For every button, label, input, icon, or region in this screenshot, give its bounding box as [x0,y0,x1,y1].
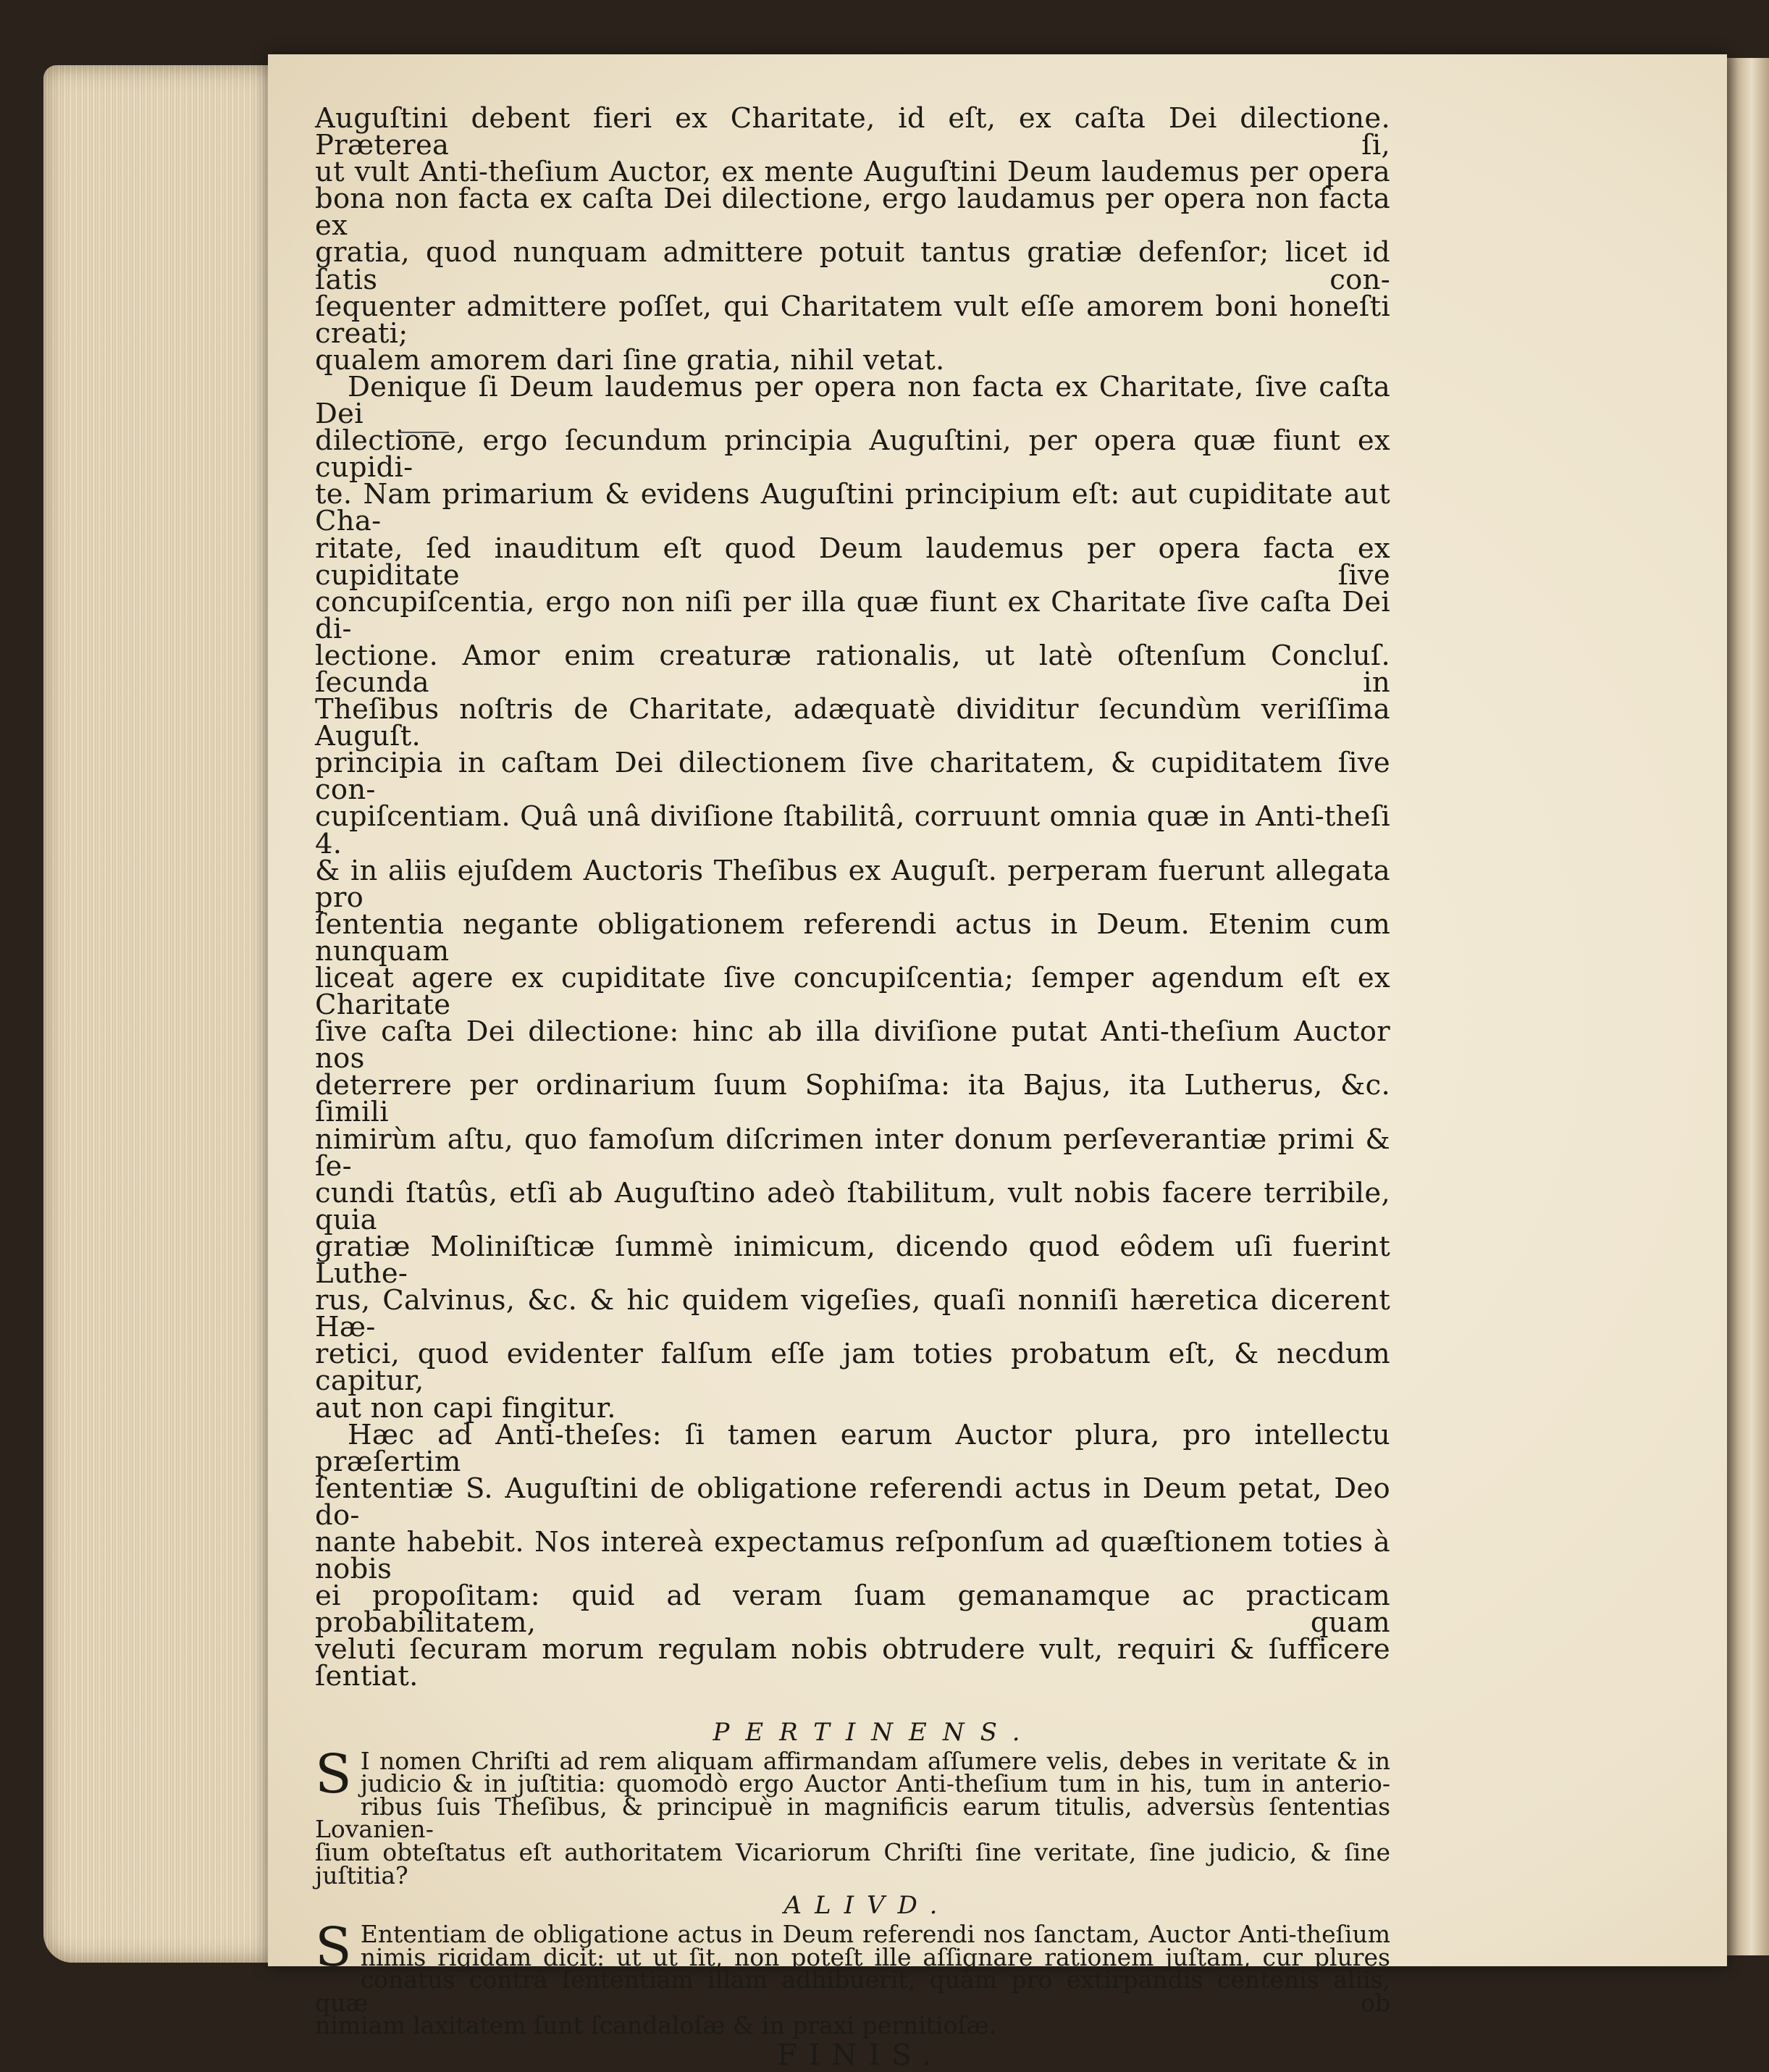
text-line: nante habebit. Nos intereà expectamus reſponſum ad quæſtionem toties à nobis [315,1525,1390,1586]
text-line: nimis rigidam dicit: ut ut ſit, non poteſt ille aſſignare rationem juſtam, cur plures [360,1942,1390,1971]
paragraph-2 [315,370,1390,1425]
text-line: judicio & in juſtitia: quomodò ergo Auctor Anti-theſium tum in his, tum in anterio- [360,1769,1390,1798]
text-line: retici, quod evidenter falſum eſſe jam toties probatum eſt, & necdum capitur, [315,1338,1390,1398]
text-line: deterrere per ordinarium ſuum Sophiſma: ita Bajus, ita Lutherus, &c. ſimili [315,1069,1390,1129]
text-line: aut non capi fingitur. [315,1391,616,1425]
drop-cap: S [315,1916,352,1979]
text-line: ſequenter admittere poſſet, qui Charitatem vult eſſe amorem boni honeſti creati; [315,290,1390,350]
page-text [315,102,1390,2072]
book-page-edges [43,65,282,1963]
text-line: Hæc ad Anti-theſes: ſi tamen earum Auctor plura, pro intellectu præſertim [315,1418,1390,1478]
text-line: liceat agere ex cupiditate ſive concupiſcentia; ſemper agendum eſt ex Charitate [315,962,1390,1022]
text-line: conatus contrà ſententiam illam adhibuerit, quàm pro extirpandis centenis aliis, quæ ob [315,1966,1390,2017]
text-line: gratia, quod nunquam admittere potuit tantus gratiæ defenſor; licet id ſatis con- [315,236,1390,296]
text-line: rus, Calvinus, &c. & hic quidem vigeſies, quaſi nonniſi hæretica dicerent Hæ- [315,1284,1390,1344]
text-line: principia in caſtam Dei dilectionem ſive charitatem, & cupiditatem ſive con- [315,747,1390,807]
text-line: ſententia negante obligationem referendi actus in Deum. Etenim cum nunquam [315,907,1390,968]
text-line: concupiſcentia, ergo non niſi per illa quæ fiunt ex Charitate ſive caſta Dei di- [315,585,1390,645]
text-line: nimiam laxitatem ſunt ſcandaloſæ & in praxi pernitioſæ. [315,2011,997,2040]
finis-heading: FINIS. [776,2039,944,2072]
text-line: ſententiæ S. Auguſtini de obligatione referendi actus in Deum petat, Deo do- [315,1472,1390,1532]
text-line: ei propoſitam: quid ad veram ſuam gemanamque ac practicam probabilitatem, quam [315,1580,1390,1640]
text-line: ritate, ſed inauditum eſt quod Deum laudemus per opera facta ex cupiditate ſive [315,532,1390,592]
section-heading-pertinens: PERTINENS. [713,1717,1036,1747]
text-line: & in aliis ejuſdem Auctoris Theſibus ex Auguſt. perperam fuerunt allegata pro [315,854,1390,914]
text-line: te. Nam primarium & evidens Auguſtini principium eſt: aut cupiditate aut Cha- [315,478,1390,538]
text-line: dilectione, ergo ſecundum principia Auguſtini, per opera quæ fiunt ex cupidi- [315,424,1390,485]
text-line: ſium obteſtatus eſt authoritatem Vicariorum Chriſti ſine veritate, ſine judicio, & ſine [315,1837,1390,1866]
text-line: ſive caſta Dei dilectione: hinc ab illa diviſione putat Anti-theſium Auctor nos [315,1015,1390,1075]
text-line: nimirùm aſtu, quo famoſum diſcrimen inter donum perſeverantiæ primi & ſe- [315,1123,1390,1183]
aliud-section [315,1916,1390,2040]
text-line: ribus ſuis Theſibus, & principuè in magnificis earum titulis, adversùs ſententias Lovanien- [315,1792,1390,1844]
book-cover-edge [1726,58,1769,1955]
text-line: qualem amorem dari ſine gratia, nihil vetat. [315,343,945,377]
text-line: Denique ſi Deum laudemus per opera non facta ex Charitate, ſive caſta Dei [315,370,1390,431]
text-line: bona non facta ex caſta Dei dilectione, ergo laudamus per opera non facta ex [315,183,1390,243]
text-line: lectione. Amor enim creaturæ rationalis, ut latè oſtenſum Concluſ. ſecunda in [315,639,1390,699]
pertinens-section [315,1742,1390,1889]
drop-cap: S [315,1742,352,1805]
text-line: juſtitia? [315,1861,408,1889]
paragraph-3 [315,1418,1390,1693]
text-line: Auguſtini debent fieri ex Charitate, id eſt, ex caſta Dei dilectione. Præterea ſi, [315,102,1390,162]
paragraph-1 [315,102,1390,377]
text-line: veluti ſecuram morum regulam nobis obtrudere vult, requiri & ſufficere ſentiat. [315,1633,1390,1693]
text-line: gratiæ Moliniſticæ ſummè inimicum, dicendo quod eôdem uſi fuerint Luthe- [315,1230,1390,1291]
text-line: I nomen Chriſti ad rem aliquam affirmandam aſſumere velis, debes in veritate & in [360,1746,1390,1775]
text-line: Ententiam de obligatione actus in Deum referendi nos ſanctam, Auctor Anti-theſium [360,1920,1390,1949]
text-line: Theſibus noſtris de Charitate, adæquatè dividitur ſecundùm veriſſima Auguſt. [315,693,1390,753]
section-heading-aliud: ALIVD. [783,1891,951,1921]
text-line: ut vult Anti-theſium Auctor, ex mente Auguſtini Deum laudemus per opera [315,156,1390,189]
text-line: cupiſcentiam. Quâ unâ diviſione ſtabilitâ, corruunt omnia quæ in Anti-theſi 4. [315,800,1390,860]
text-line: cundi ſtatûs, etſi ab Auguſtino adeò ſtabilitum, vult nobis facere terribile, quia [315,1176,1390,1236]
